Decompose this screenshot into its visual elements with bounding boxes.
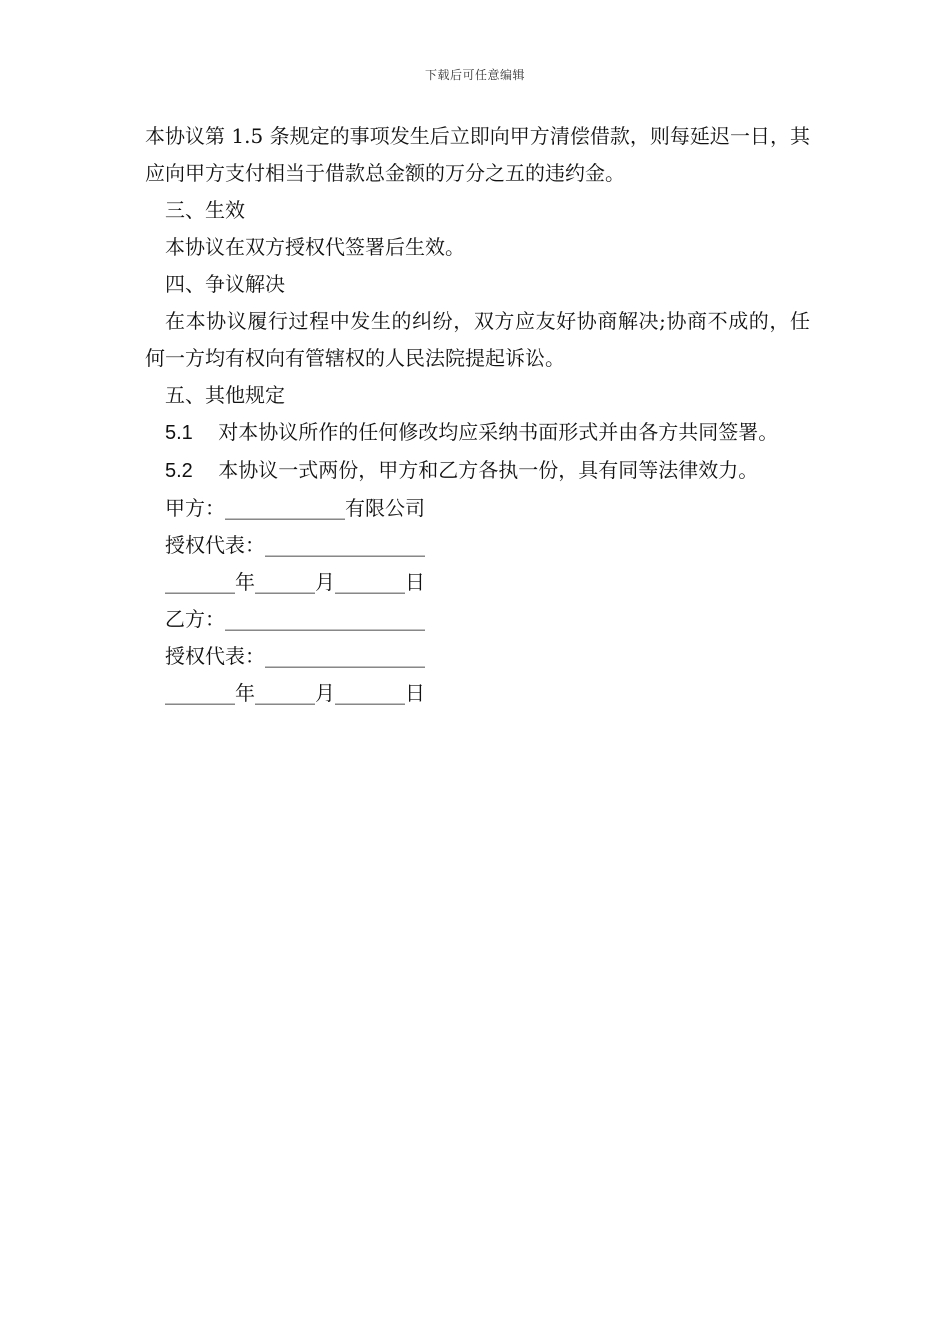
section-3-title: 三、生效: [165, 198, 245, 222]
penalty-paragraph: 本协议第 1.5 条规定的事项发生后立即向甲方清偿借款，则每延迟一日，其应向甲方支付相当于借款总金额的万分之五的违约金。: [145, 124, 810, 185]
section-5-title: 五、其他规定: [165, 383, 285, 407]
party-a-representative-line: 授权代表：________________: [165, 533, 425, 557]
clause-5-2-text: 本协议一式两份，甲方和乙方各执一份，具有同等法律效力。: [218, 458, 759, 482]
page-header: 下载后可任意编辑: [424, 68, 525, 82]
section-3-text: 本协议在双方授权代签署后生效。: [165, 235, 465, 259]
party-b-date-line: _______年______月_______日: [165, 681, 425, 705]
party-a-line: 甲方：____________有限公司: [165, 496, 425, 520]
section-4-title: 四、争议解决: [165, 272, 285, 296]
clause-5-1: [145, 414, 810, 452]
section-4-text-content: 在本协议履行过程中发生的纠纷，双方应友好协商解决;协商不成的，任何一方均有权向有管辖权的人民法院提起诉讼。: [145, 309, 810, 370]
party-a-date-line: _______年______月_______日: [165, 570, 425, 594]
clause-5-2: [145, 452, 810, 490]
section-4-text: [145, 303, 810, 377]
clause-5-1-text: 对本协议所作的任何修改均应采纳书面形式并由各方共同签署。: [218, 420, 779, 444]
document-body: [145, 118, 810, 712]
party-b-representative-line: 授权代表：________________: [165, 644, 425, 668]
clause-5-2-number: 5.2: [165, 460, 193, 482]
party-b-line: 乙方：____________________: [165, 607, 425, 631]
clause-5-1-number: 5.1: [165, 422, 193, 444]
